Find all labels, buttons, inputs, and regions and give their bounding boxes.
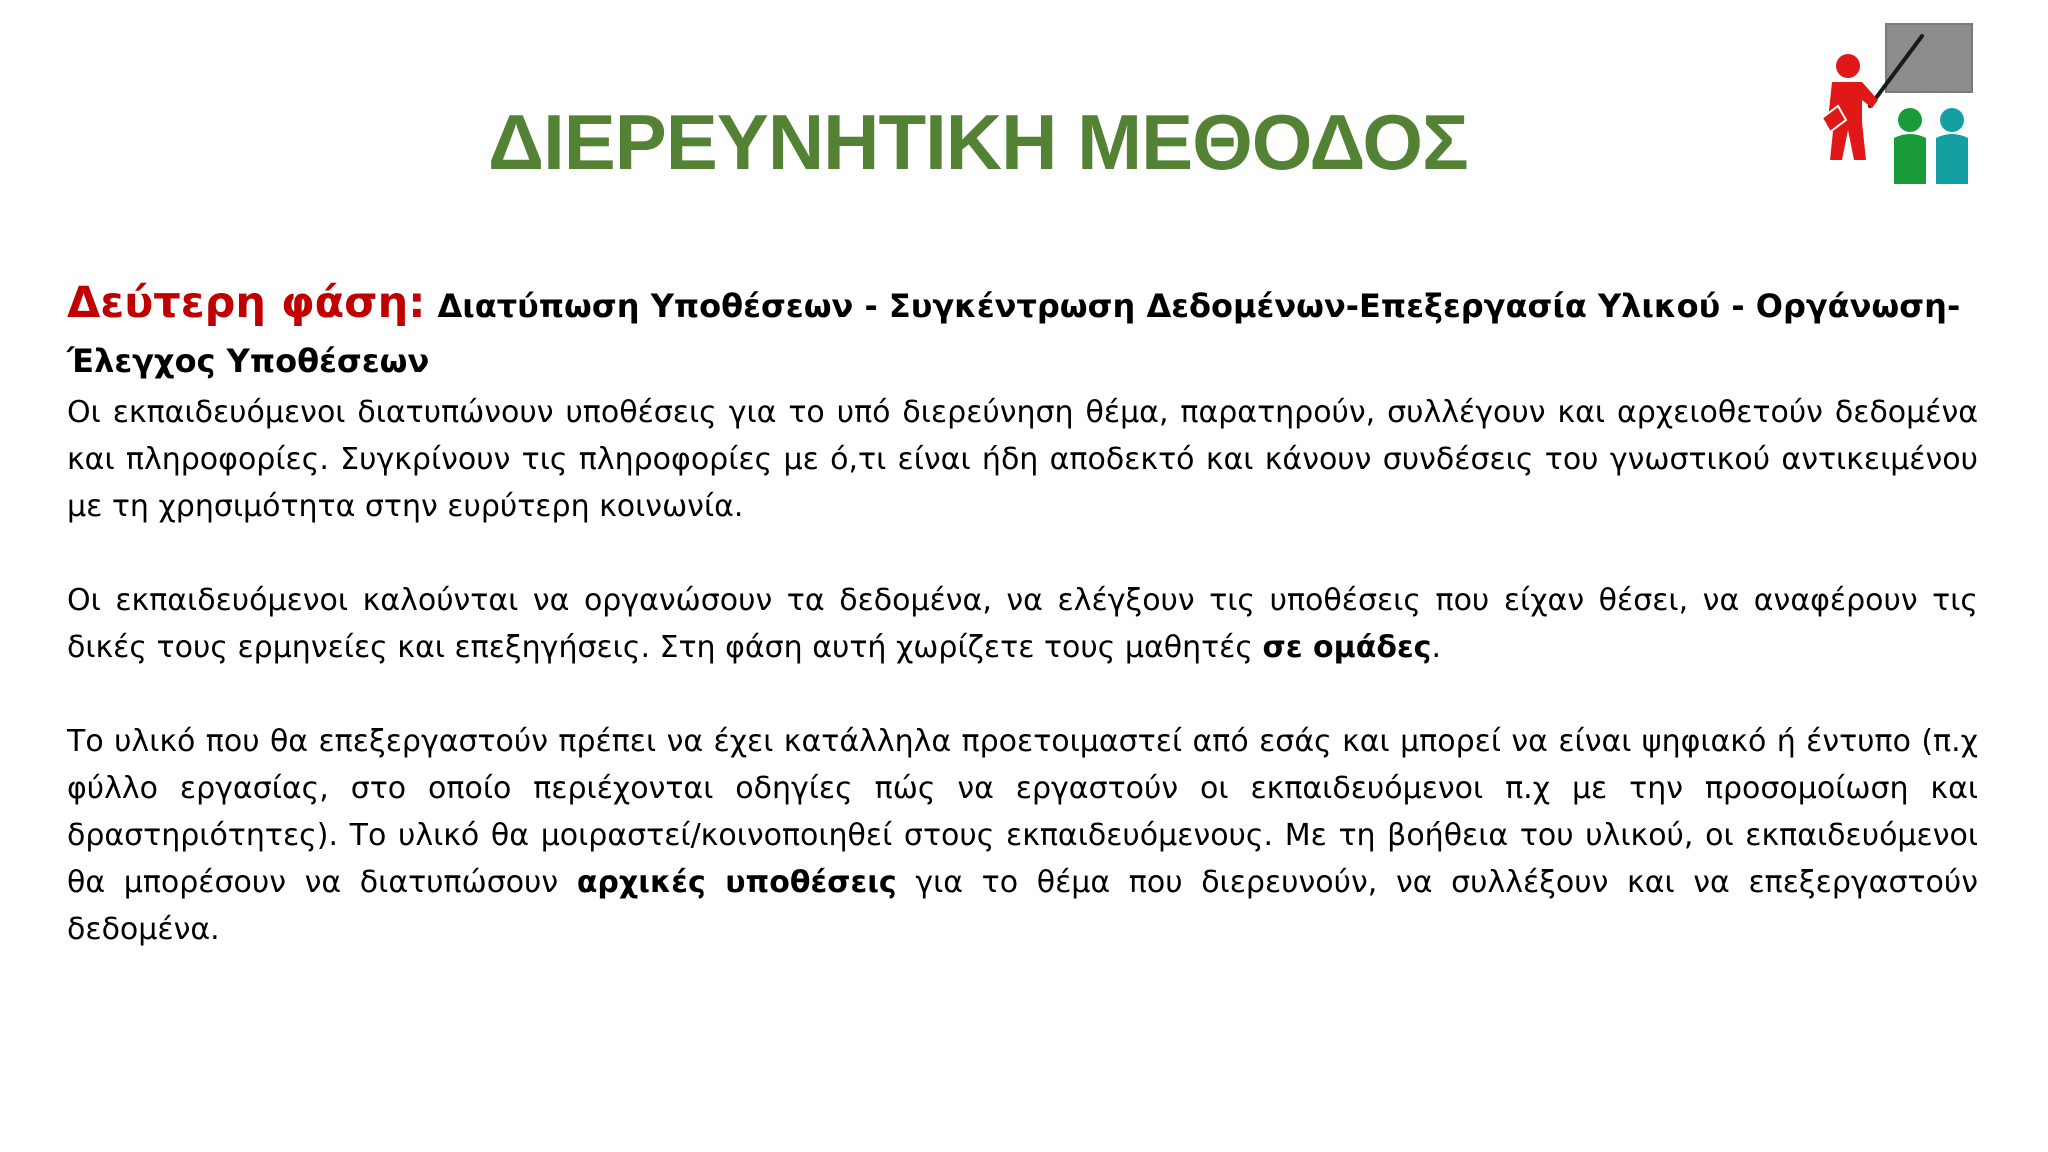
phase-subtitle: Διατύπωση Υποθέσεων - Συγκέντρωση Δεδομένων-Επεξεργασία Υλικού - Οργάνωση-Έλεγχος Υποθέσεων bbox=[67, 287, 1961, 380]
paragraph-3-end: για το θέμα που διερευνούν, να συλλέξουν και να επεξεργαστούν δεδομένα. bbox=[67, 865, 1978, 947]
paragraph-2-text: Οι εκπαιδευόμενοι καλούνται να οργανώσουν τα δεδομένα, να ελέγξουν τις υποθέσεις που είχαν θέσει, να αναφέρουν τις δικές τους ερμηνείες και επεξηγήσεις. Στη φάση αυτή χωρίζετε τους μαθητές bbox=[67, 583, 1978, 665]
slide-content bbox=[67, 276, 1978, 953]
paragraph-1: Οι εκπαιδευόμενοι διατυπώνουν υποθέσεις για το υπό διερεύνηση θέμα, παρατηρούν, συλλέγουν και αρχειοθετούν δεδομένα και πληροφορίες. Συγκρίνουν τις πληροφορίες με ό,τι είναι ήδη αποδεκτό και κάνουν συνδέσεις του γνωστικού αντικειμένου με τη χρησιμότητα στην ευρύτερη κοινωνία. bbox=[67, 395, 1978, 524]
paragraph-3-emphasis: αρχικές υποθέσεις bbox=[576, 865, 897, 900]
paragraph-2-end: . bbox=[1431, 630, 1441, 665]
slide-title: ΔΙΕΡΕΥΝΗΤΙΚΗ ΜΕΘΟΔΟΣ bbox=[488, 98, 1468, 186]
phase-label: Δεύτερη φάση: bbox=[67, 278, 426, 328]
phase-heading bbox=[67, 276, 1978, 389]
teacher-presentation-icon bbox=[1818, 20, 1980, 192]
paragraph-2 bbox=[67, 577, 1978, 671]
paragraph-2-emphasis: σε ομάδες bbox=[1262, 630, 1432, 665]
paragraph-3 bbox=[67, 718, 1978, 953]
paragraph-3-text: Το υλικό που θα επεξεργαστούν πρέπει να έχει κατάλληλα προετοιμαστεί από εσάς και μπορεί να είναι ψηφιακό ή έντυπο (π.χ φύλλο εργασίας, στο οποίο περιέχονται οδηγίες πώς να εργαστούν οι εκπαιδευόμενοι π.χ με την προσομοίωση και δραστηριότητες). Το υλικό θα μοιραστεί/κοινοποιηθεί στους εκπαιδευόμενους. Με τη βοήθεια του υλικού, οι εκπαιδευόμενοι θα μπορέσουν να διατυπώσουν bbox=[67, 724, 1978, 900]
